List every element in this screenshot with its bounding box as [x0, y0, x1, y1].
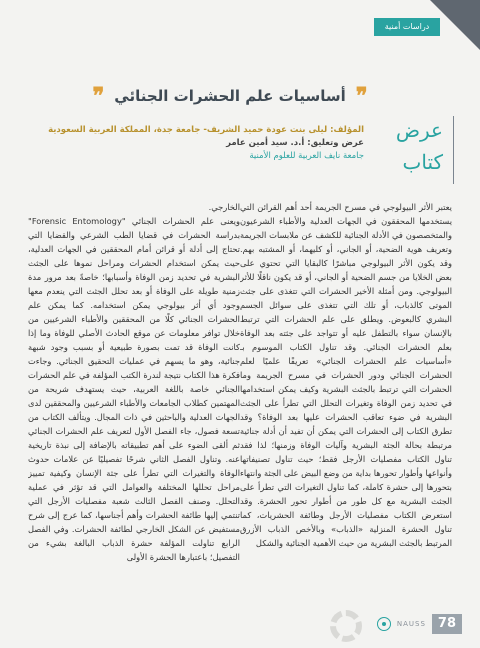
- publisher-line: جامعة نايف العربية للعلوم الأمنية: [249, 151, 364, 161]
- label-word-book: كتاب: [402, 150, 443, 174]
- page-number: 78: [432, 614, 462, 634]
- body-column-right: يعتبر الأثر البيولوجي في مسرح الجريمة أحد أهم القرائن التي يستخدمها المحققون في الجهات العدلية والأطباء الشرعيون والمتخصصون في الأدلة الجنائية للكشف عن ملابسات الجريمة وتعريف هوية الضحية، أو الجاني، أو كليهما، أو المشتبه بهم. وقد يكون الأثر البيولوجي مباشرًا كالبقايا التي تحتوي على بعض الخلايا من جسم الضحية أو الجاني، أو قد يكون ناقلًا للأثر البيولوجي. ومن أمثلة الأخير الحشرات التي تتغذى على جثث الموتى كالذباب، أو تلك التي تتغذى على سوائل الجسم البشري كالبعوض. ويطلق على علم الحشرات التي ترتبط بالإنسان سواء بالتطفل عليه أو تتواجد على جثته بعد الوفاة بعلم الحشرات الجنائي. وقد تناول الكتاب الموسوم بـ «أساسيات علم الحشرات الجنائي» تعريفًا علميًا لعلم الحشرات الجنائي ودور الحشرات في مسرح الجريمة وما الحشرات التي ترتبط بالجثث البشرية وكيف يمكن استخدامها في تحديد زمن الوفاة وتغيرات التحلل التي تطرأ على الجثث البشرية في ضوء تعاقب الحشرات عليها بعد الوفاة؟ وقد تطرق الكتاب إلى الحشرات التي يمكن أن تفيد أن أدلة جنائية مرتبطة بحالة الجثة البشرية وآليات الوفاة وزمنها؛ لذا فقد تناول الكتاب مفصليات الأرجل فقط؛ حيث تناول تصنيفاتها وأنواعها وأطوار تحورها بداية من وضع البيض على الجثة وانتهاء بتحورها إلى حشرة كاملة، كما تناول التغيرات التي تطرأ على الجثث البشرية مع كل طور من أطوار تحور الحشرة. وقد استعرض الكتاب مفصليات الأرجل وطائفة الحشريات، كما تناول الحشرة المنزلية «الذباب» وبالأخص الذباب الأزرق المرتبط بالجثث البشرية من حيث الأهمية الجنائية والشكل: [240, 202, 452, 548]
- title-row: [60, 83, 400, 109]
- article-title: أساسيات علم الحشرات الجنائي: [114, 87, 346, 105]
- quote-mark-icon: ❞: [92, 83, 105, 109]
- body-column-left: الخارجي. ويعنى علم الحشرات الجنائي "Forensic Entomology" بدراسة الحشرات في قضايا الطب الشرعي والقضايا التي تحتاج إلى أدلة أو قرائن أمام المحققين في الجهات العدلية، حيث يمكن استخدام الحشرات ومراحل نموها على الجثث البشرية في تحديد زمن الوفاة وأسبابها؛ خاصةً بعد مرور مدة زمنية طويلة على الوفاة أو بعد تحلل الجثث التي ينعدم معها وجود أي أثر بيولوجي يمكن استخدامه. كما يمكن علم الحشرات الجنائي كلًا من المحققين والأطباء الشرعيين من خلال توافر معلومات عن موقع الحادث الأصلي للوفاة وما إذا كانت الوفاة قد تمت بصورة طبيعية أو بسبب وجود شبهة جنائية، وهو ما يسهم في عمليات التحقيق الجنائي. وجاءت فكرة هذا الكتاب نتيجة لندرة الكتب المؤلفة في علم الحشرات الجنائي خاصة باللغة العربية، حيث يستهدف شريحة من المهتمين كطلاب الجامعات والأطباء الشرعيين والمحققين لدى الجهات العدلية والباحثين في ذات المجال. ويتألف الكتاب من تسعة فصول، جاء الفصل الأول لتعريف علم الحشرات الجنائي ثم ألقى الضوء على أهم تطبيقاته بالإضافة إلى نبذة تاريخية عنه. وتناول الفصل الثاني شرحًا تفصيليًا عن علامات حدوث الوفاة والتغيرات التي تطرأ على جثة الإنسان وكيفية تمييز مراحل تحللها المختلفة والعوامل التي قد تؤثر في عملية التحلل. وصنف الفصل الثالث شعبة مفصليات الأرجل التي تنتمي إليها طائفة الحشرات وأهم أجناسها، كما عرج إلى شرح مستفيض عن الشكل الخارجي لطائفة الحشرات. وفي الفصل الرابع تناولت المؤلفة حشرة الذباب البالغة بشيء من التفصيل؛ باعتبارها الحشرة الأولى: [28, 202, 240, 562]
- footer: [377, 614, 462, 634]
- credits: [44, 124, 364, 163]
- section-tab: دراسات أمنية: [374, 18, 440, 36]
- quote-mark-icon: ❞: [355, 83, 368, 109]
- gear-decoration-icon: [330, 610, 362, 642]
- journal-name: NAUSS: [396, 620, 426, 628]
- editor-line: عرض وتعليق: أ.د. سيد أمين عامر: [226, 138, 364, 148]
- label-word-review: عرض: [395, 118, 443, 142]
- author-line: المؤلف: ليلى بنت عودة حميد الشريف- جامعة جدة، المملكة العربية السعودية: [48, 125, 364, 135]
- nauss-seal-icon: [377, 617, 391, 631]
- book-review-label: [379, 116, 454, 184]
